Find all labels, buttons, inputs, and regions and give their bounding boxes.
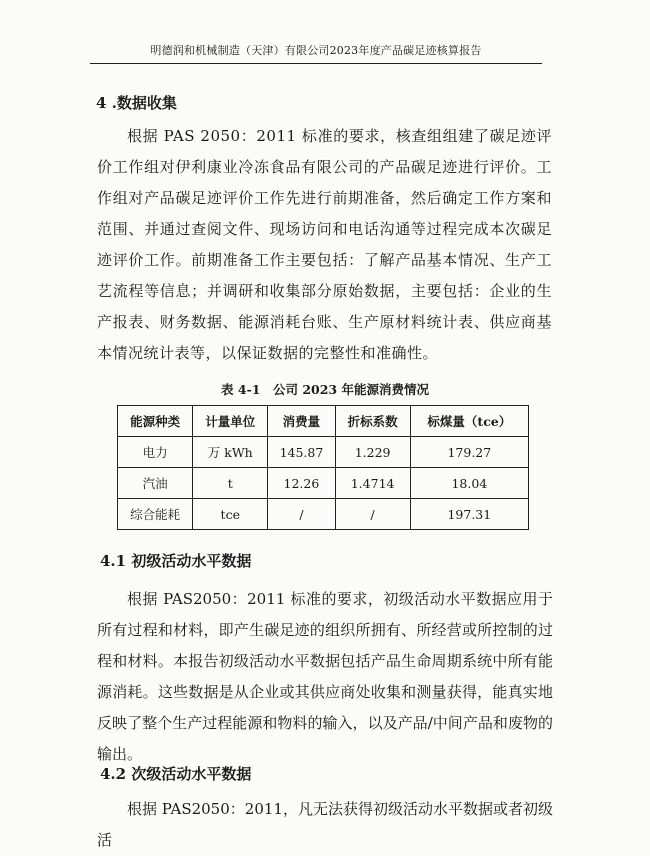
energy-consumption-table xyxy=(117,405,529,530)
table-row xyxy=(118,499,529,530)
section-4-heading: 4 .数据收集 xyxy=(96,94,177,112)
table-row xyxy=(118,437,529,468)
table-row xyxy=(118,468,529,499)
table-cell: 179.27 xyxy=(410,437,528,468)
section-4-1-paragraph: 根据 PAS2050：2011 标准的要求，初级活动水平数据应用于所有过程和材料，即产生碳足迹的组织所拥有、所经营或所控制的过程和材料。本报告初级活动水平数据包括产品生命周期系统中所有能源消耗。这些数据是从企业或其供应商处收集和测量获得，能真实地反映了整个生产过程能源和物料的输入，以及产品/中间产品和废物的输出。 xyxy=(97,590,553,763)
section-4-1-heading: 4.1 初级活动水平数据 xyxy=(100,552,252,570)
table-cell: 145.87 xyxy=(268,437,335,468)
table-cell: 1.229 xyxy=(335,437,410,468)
table-cell: 18.04 xyxy=(410,468,528,499)
section-4-2-heading: 4.2 次级活动水平数据 xyxy=(100,765,252,783)
table-cell: 电力 xyxy=(118,437,193,468)
table-cell: / xyxy=(268,499,335,530)
table-cell: 万 kWh xyxy=(193,437,268,468)
col-conversion-factor: 折标系数 xyxy=(335,406,410,437)
col-energy-type: 能源种类 xyxy=(118,406,193,437)
table-cell: / xyxy=(335,499,410,530)
table-caption: 表 4-1 公司 2023 年能源消费情况 xyxy=(221,382,429,397)
section-4-2-paragraph: 根据 PAS2050：2011，凡无法获得初级活动水平数据或者初级活 xyxy=(97,800,553,849)
table-header-row xyxy=(118,406,529,437)
col-standard-coal: 标煤量（tce） xyxy=(410,406,528,437)
table-cell: 12.26 xyxy=(268,468,335,499)
table-cell: tce xyxy=(193,499,268,530)
page-header: 明德润和机械制造（天津）有限公司2023年度产品碳足迹核算报告 xyxy=(90,42,542,64)
col-unit: 计量单位 xyxy=(193,406,268,437)
table-cell: t xyxy=(193,468,268,499)
col-consumption: 消费量 xyxy=(268,406,335,437)
table-cell: 1.4714 xyxy=(335,468,410,499)
table-cell: 197.31 xyxy=(410,499,528,530)
section-4-paragraph: 根据 PAS 2050：2011 标准的要求，核查组组建了碳足迹评价工作组对伊利康业冷冻食品有限公司的产品碳足迹进行评价。工作组对产品碳足迹评价工作先进行前期准备，然后确定工作方案和范围、并通过查阅文件、现场访问和电话沟通等过程完成本次碳足迹评价工作。前期准备工作主要包括：了解产品基本情况、生产工艺流程等信息；并调研和收集部分原始数据，主要包括：企业的生产报表、财务数据、能源消耗台账、生产原材料统计表、供应商基本情况统计表等，以保证数据的完整性和准确性。 xyxy=(97,127,552,362)
table-cell: 综合能耗 xyxy=(118,499,193,530)
table-cell: 汽油 xyxy=(118,468,193,499)
